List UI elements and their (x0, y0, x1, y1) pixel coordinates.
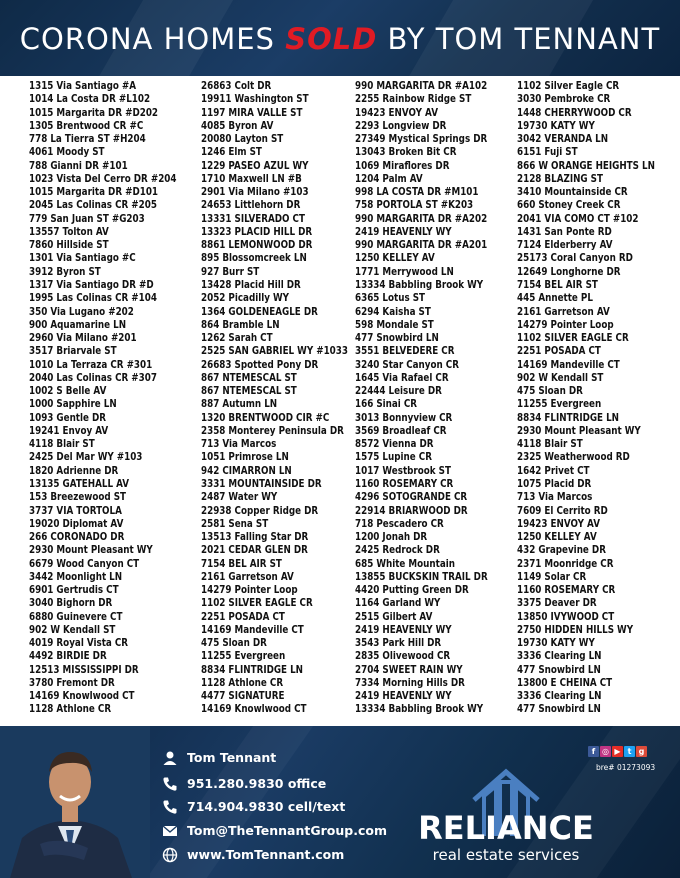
address-item: 927 Burr ST (201, 266, 260, 278)
address-item: 1000 Sapphire LN (29, 399, 117, 411)
address-item: 2040 Las Colinas CR #307 (29, 372, 157, 384)
address-column-4 (517, 80, 677, 717)
address-item: 7154 BEL AIR ST (517, 279, 598, 291)
address-item: 6365 Lotus ST (355, 293, 426, 305)
agent-name: Tom Tennant (187, 750, 277, 765)
address-item: 166 Sinai CR (355, 399, 418, 411)
address-item: 2021 CEDAR GLEN DR (201, 545, 308, 557)
address-item: 14169 Knowlwood CT (201, 704, 307, 716)
address-item: 2041 VIA COMO CT #102 (517, 213, 639, 225)
address-item: 895 Blossomcreek LN (201, 253, 307, 265)
address-item: 1645 Via Rafael CR (355, 372, 449, 384)
address-item: 1164 Garland WY (355, 598, 441, 610)
address-item: 2255 Rainbow Ridge ST (355, 94, 472, 106)
address-item: 867 NTEMESCAL ST (201, 386, 297, 398)
page-title: CORONA HOMES SOLD BY TOM TENNANT (19, 22, 661, 56)
cell-phone: 714.904.9830 cell/text (187, 799, 346, 814)
address-item: 11255 Evergreen (201, 651, 286, 663)
address-item: 685 White Mountain (355, 558, 455, 570)
address-item: 2293 Longview DR (355, 120, 447, 132)
address-item: 1317 Via Santiago DR #D (29, 279, 154, 291)
address-item: 2515 Gilbert AV (355, 611, 433, 623)
address-item: 1160 ROSEMARY CR (517, 585, 616, 597)
address-item: 2704 SWEET RAIN WY (355, 664, 463, 676)
address-item: 2251 POSADA CT (517, 346, 601, 358)
address-item: 1093 Gentle DR (29, 412, 107, 424)
address-item: 2487 Water WY (201, 492, 278, 504)
address-item: 8572 Vienna DR (355, 439, 434, 451)
address-item: 24653 Littlehorn DR (201, 200, 301, 212)
address-item: 7609 El Cerrito RD (517, 505, 608, 517)
address-item: 779 San Juan ST #G203 (29, 213, 145, 225)
address-item: 2581 Sena ST (201, 518, 269, 530)
address-item: 3336 Clearing LN (517, 691, 602, 703)
instagram-icon[interactable]: ◎ (600, 746, 611, 757)
address-item: 2750 HIDDEN HILLS WY (517, 624, 634, 636)
address-item: 477 Snowbird LN (517, 704, 601, 716)
address-item: 2960 Via Milano #201 (29, 333, 137, 345)
address-item: 7860 Hillside ST (29, 240, 109, 252)
address-item: 1160 ROSEMARY CR (355, 478, 454, 490)
address-item: 4085 Byron AV (201, 120, 274, 132)
address-item: 19730 KATY WY (517, 120, 595, 132)
address-item: 432 Grapevine DR (517, 545, 606, 557)
website-link: www.TomTennant.com (187, 847, 345, 862)
address-item: 445 Annette PL (517, 293, 593, 305)
address-item: 2419 HEAVENLY WY (355, 226, 452, 238)
address-item: 1771 Merrywood LN (355, 266, 454, 278)
address-item: 713 Via Marcos (201, 439, 277, 451)
address-item: 3336 Clearing LN (517, 651, 602, 663)
address-item: 1642 Privet CT (517, 465, 590, 477)
address-item: 1262 Sarah CT (201, 333, 273, 345)
address-item: 11255 Evergreen (517, 399, 602, 411)
address-item: 900 Aquamarine LN (29, 319, 127, 331)
address-item: 4019 Royal Vista CR (29, 638, 129, 650)
address-item: 350 Via Lugano #202 (29, 306, 134, 318)
address-item: 1010 La Terraza CR #301 (29, 359, 153, 371)
address-item: 2525 SAN GABRIEL WY #1033 (201, 346, 348, 358)
address-item: 713 Via Marcos (517, 492, 593, 504)
sold-highlight: SOLD (285, 22, 378, 56)
address-item: 3517 Briarvale ST (29, 346, 117, 358)
address-item: 1710 Maxwell LN #B (201, 173, 302, 185)
address-item: 2161 Garretson AV (201, 571, 294, 583)
address-item: 2251 POSADA CT (201, 611, 285, 623)
address-item: 4118 Blair ST (29, 439, 95, 451)
address-item: 866 W ORANGE HEIGHTS LN (517, 160, 655, 172)
phone-icon (162, 776, 178, 792)
phone-icon (162, 799, 178, 815)
address-item: 990 MARGARITA DR #A102 (355, 81, 488, 92)
address-item: 778 La Tierra ST #H204 (29, 134, 146, 146)
address-item: 8834 FLINTRIDGE LN (201, 664, 304, 676)
address-item: 1315 Via Santiago #A (29, 81, 137, 92)
address-item: 2325 Weatherwood RD (517, 452, 630, 464)
youtube-icon[interactable]: ▶ (612, 746, 623, 757)
address-item: 1197 MIRA VALLE ST (201, 107, 303, 119)
address-item: 3551 BELVEDERE CR (355, 346, 455, 358)
address-item: 3543 Park Hill DR (355, 638, 442, 650)
address-item: 998 LA COSTA DR #M101 (355, 187, 479, 199)
address-item: 22914 BRIARWOOD DR (355, 505, 468, 517)
address-item: 902 W Kendall ST (29, 624, 116, 636)
address-item: 758 PORTOLA ST #K203 (355, 200, 474, 212)
address-item: 13513 Falling Star DR (201, 532, 309, 544)
address-item: 1305 Brentwood CR #C (29, 120, 144, 132)
address-item: 13428 Placid Hill DR (201, 279, 301, 291)
social-icons (588, 746, 648, 762)
address-item: 2371 Moonridge CR (517, 558, 614, 570)
address-item: 1015 Margarita DR #D101 (29, 187, 159, 199)
address-item: 6151 Fuji ST (517, 147, 578, 159)
address-item: 1023 Vista Del Cerro DR #204 (29, 173, 177, 185)
address-item: 3737 VIA TORTOLA (29, 505, 122, 517)
address-item: 1995 Las Colinas CR #104 (29, 293, 157, 305)
address-item: 13331 SILVERADO CT (201, 213, 305, 225)
address-item: 942 CIMARRON LN (201, 465, 292, 477)
address-item: 13334 Babbling Brook WY (355, 704, 484, 716)
address-item: 19730 KATY WY (517, 638, 595, 650)
address-item: 1069 Miraflores DR (355, 160, 450, 172)
address-item: 1246 Elm ST (201, 147, 262, 159)
address-item: 7154 BEL AIR ST (201, 558, 282, 570)
address-item: 4477 SIGNATURE (201, 691, 285, 703)
address-item: 12649 Longhorne DR (517, 266, 621, 278)
address-item: 6901 Gertrudis CT (29, 585, 119, 597)
address-item: 2161 Garretson AV (517, 306, 610, 318)
address-item: 477 Snowbird LN (517, 664, 601, 676)
address-item: 266 CORONADO DR (29, 532, 125, 544)
address-item: 1002 S Belle AV (29, 386, 107, 398)
brand-tagline: real estate services (432, 846, 580, 864)
address-item: 1448 CHERRYWOOD CR (517, 107, 632, 119)
address-item: 4420 Putting Green DR (355, 585, 469, 597)
address-item: 718 Pescadero CR (355, 518, 444, 530)
address-item: 3410 Mountainside CR (517, 187, 628, 199)
address-item: 1229 PASEO AZUL WY (201, 160, 309, 172)
address-item: 3780 Fremont DR (29, 677, 115, 689)
address-item: 1075 Placid DR (517, 478, 592, 490)
address-item: 660 Stoney Creek CR (517, 200, 621, 212)
address-column-3 (355, 80, 509, 717)
address-item: 19020 Diplomat AV (29, 518, 124, 530)
address-item: 13135 GATEHALL AV (29, 478, 130, 490)
address-item: 6294 Kaisha ST (355, 306, 431, 318)
address-item: 26863 Colt DR (201, 81, 272, 92)
address-item: 1051 Primrose LN (201, 452, 289, 464)
address-item: 14279 Pointer Loop (201, 585, 298, 597)
address-item: 19241 Envoy AV (29, 425, 109, 437)
address-item: 3030 Pembroke CR (517, 94, 611, 106)
address-item: 1015 Margarita DR #D202 (29, 107, 159, 119)
address-item: 13043 Broken Bit CR (355, 147, 457, 159)
address-item: 3040 Bighorn DR (29, 598, 113, 610)
address-item: 1128 Athlone CR (29, 704, 112, 716)
address-item: 3912 Byron ST (29, 266, 101, 278)
address-item: 14169 Knowlwood CT (29, 691, 135, 703)
address-item: 14169 Mandeville CT (517, 359, 620, 371)
brand-name: RELIANCE (418, 809, 594, 847)
address-item: 1149 Solar CR (517, 571, 587, 583)
address-item: 14279 Pointer Loop (517, 319, 614, 331)
address-item: 1820 Adrienne DR (29, 465, 119, 477)
address-item: 3442 Moonlight LN (29, 571, 123, 583)
address-item: 25173 Coral Canyon RD (517, 253, 633, 265)
address-item: 1364 GOLDENEAGLE DR (201, 306, 318, 318)
address-item: 1204 Palm AV (355, 173, 423, 185)
address-item: 8834 FLINTRIDGE LN (517, 412, 620, 424)
address-item: 475 Sloan DR (201, 638, 267, 650)
address-item: 2419 HEAVENLY WY (355, 691, 452, 703)
address-item: 2930 Mount Pleasant WY (29, 545, 153, 557)
address-item: 3240 Star Canyon CR (355, 359, 459, 371)
address-item: 13855 BUCKSKIN TRAIL DR (355, 571, 488, 583)
address-item: 14169 Mandeville CT (201, 624, 304, 636)
email-link: Tom@TheTennantGroup.com (187, 823, 387, 838)
address-item: 19423 ENVOY AV (355, 107, 438, 119)
address-item: 2128 BLAZING ST (517, 173, 603, 185)
address-item: 27349 Mystical Springs DR (355, 134, 488, 146)
address-item: 22444 Leisure DR (355, 386, 442, 398)
address-item: 867 NTEMESCAL ST (201, 372, 297, 384)
twitter-icon[interactable]: t (624, 746, 635, 757)
license-number: bre# 01273093 (596, 763, 656, 772)
address-item: 4296 SOTOGRANDE CR (355, 492, 468, 504)
address-item: 2930 Mount Pleasant WY (517, 425, 641, 437)
address-item: 4492 BIRDIE DR (29, 651, 107, 663)
address-item: 1200 Jonah DR (355, 532, 428, 544)
address-item: 1431 San Ponte RD (517, 226, 612, 238)
sold-homes-list (0, 80, 680, 720)
address-item: 6880 Guinevere CT (29, 611, 123, 623)
address-item: 2835 Olivewood CR (355, 651, 451, 663)
address-item: 887 Autumn LN (201, 399, 278, 411)
address-item: 1575 Lupine CR (355, 452, 432, 464)
address-item: 1017 Westbrook ST (355, 465, 451, 477)
address-item: 26683 Spotted Pony DR (201, 359, 319, 371)
address-item: 475 Sloan DR (517, 386, 583, 398)
address-item: 2045 Las Colinas CR #205 (29, 200, 157, 212)
address-item: 19423 ENVOY AV (517, 518, 600, 530)
address-item: 3042 VERANDA LN (517, 134, 609, 146)
address-item: 4118 Blair ST (517, 439, 583, 451)
address-item: 7124 Elderberry AV (517, 240, 613, 252)
header-banner (0, 0, 680, 76)
address-item: 6679 Wood Canyon CT (29, 558, 140, 570)
address-item: 3331 MOUNTAINSIDE DR (201, 478, 322, 490)
address-column-2 (201, 80, 372, 717)
address-item: 2425 Del Mar WY #103 (29, 452, 143, 464)
agent-photo (0, 726, 150, 878)
address-item: 1320 BRENTWOOD CIR #C (201, 412, 330, 424)
address-item: 902 W Kendall ST (517, 372, 604, 384)
address-item: 12513 MISSISSIPPI DR (29, 664, 139, 676)
envelope-icon (162, 823, 178, 839)
address-column-1 (29, 80, 201, 717)
address-item: 8861 LEMONWOOD DR (201, 240, 313, 252)
address-item: 2358 Monterey Peninsula DR (201, 425, 344, 437)
address-item: 598 Mondale ST (355, 319, 434, 331)
address-item: 1128 Athlone CR (201, 677, 284, 689)
address-item: 1250 KELLEY AV (517, 532, 597, 544)
address-item: 990 MARGARITA DR #A201 (355, 240, 488, 252)
address-item: 7334 Morning Hills DR (355, 677, 465, 689)
address-item: 2425 Redrock DR (355, 545, 440, 557)
address-item: 1014 La Costa DR #L102 (29, 94, 151, 106)
address-item: 3375 Deaver DR (517, 598, 597, 610)
address-item: 2901 Via Milano #103 (201, 187, 309, 199)
address-item: 13800 E CHEINA CT (517, 677, 613, 689)
address-item: 2419 HEAVENLY WY (355, 624, 452, 636)
footer-banner (0, 726, 680, 878)
address-item: 1102 SILVER EAGLE CR (517, 333, 629, 345)
address-item: 788 Gianni DR #101 (29, 160, 128, 172)
address-item: 1102 SILVER EAGLE CR (201, 598, 313, 610)
address-item: 13334 Babbling Brook WY (355, 279, 484, 291)
address-item: 1250 KELLEY AV (355, 253, 435, 265)
address-item: 153 Breezewood ST (29, 492, 127, 504)
office-phone: 951.280.9830 office (187, 776, 327, 791)
address-item: 2052 Picadilly WY (201, 293, 290, 305)
address-item: 1301 Via Santiago #C (29, 253, 136, 265)
google-plus-icon[interactable]: g (636, 746, 647, 757)
address-item: 1102 Silver Eagle CR (517, 81, 620, 92)
address-item: 3013 Bonnyview CR (355, 412, 453, 424)
address-item: 3569 Broadleaf CR (355, 425, 447, 437)
person-icon (162, 750, 178, 766)
address-item: 13323 PLACID HILL DR (201, 226, 313, 238)
address-item: 477 Snowbird LN (355, 333, 439, 345)
address-item: 22938 Copper Ridge DR (201, 505, 319, 517)
address-item: 864 Bramble LN (201, 319, 280, 331)
address-item: 19911 Washington ST (201, 94, 309, 106)
address-item: 13850 IVYWOOD CT (517, 611, 615, 623)
facebook-icon[interactable]: f (588, 746, 599, 757)
globe-icon (162, 847, 178, 863)
address-item: 990 MARGARITA DR #A202 (355, 213, 488, 225)
address-item: 4061 Moody ST (29, 147, 105, 159)
address-item: 13557 Tolton AV (29, 226, 109, 238)
address-item: 20080 Layton ST (201, 134, 284, 146)
